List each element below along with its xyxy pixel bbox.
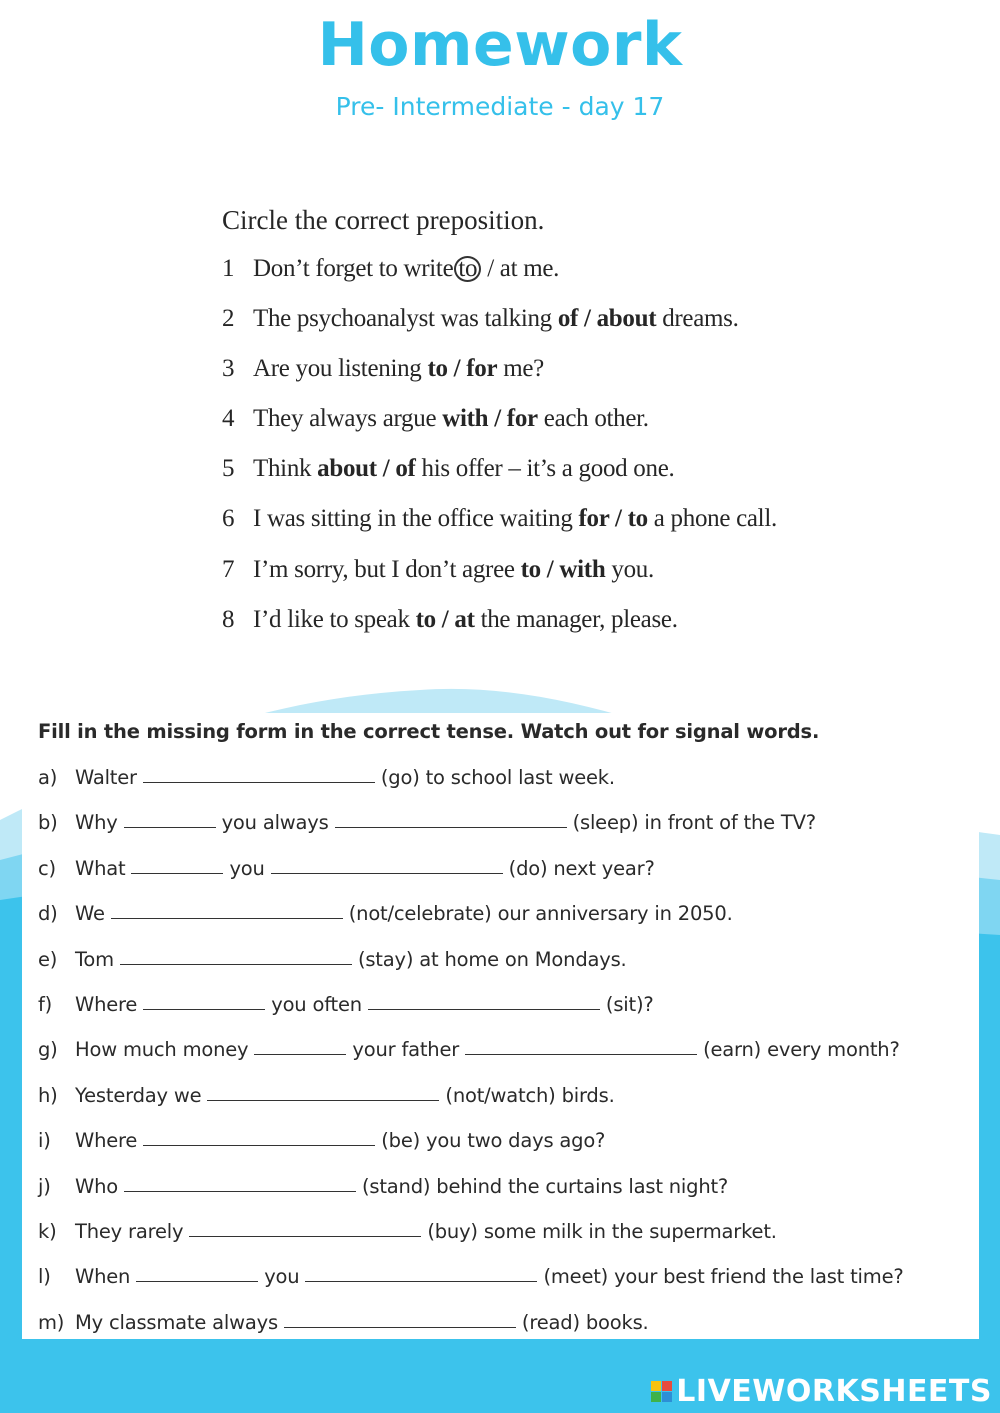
item-number: 4 xyxy=(222,405,235,433)
answer-option[interactable]: for xyxy=(506,405,538,433)
item-letter: c) xyxy=(38,856,56,880)
exercise2-item: c) What you (do) next year? xyxy=(38,856,655,880)
exercise2-item: m) My classmate always (read) books. xyxy=(38,1310,649,1334)
answer-option[interactable]: to xyxy=(520,555,541,583)
item-text: Are you listening to / for me? xyxy=(253,355,544,383)
answer-option[interactable]: to xyxy=(415,605,436,633)
answer-option[interactable]: at xyxy=(499,255,518,282)
exercise-prepositions xyxy=(222,205,777,656)
answer-option[interactable]: at xyxy=(454,605,475,633)
answer-option-selected[interactable]: to xyxy=(454,256,481,282)
brand-name: LIVEWORKSHEETS xyxy=(676,1374,992,1409)
answer-option[interactable]: with xyxy=(442,405,489,433)
item-letter: l) xyxy=(38,1265,51,1289)
item-number: 6 xyxy=(222,505,235,533)
item-letter: e) xyxy=(38,947,58,971)
answer-blank[interactable] xyxy=(254,1038,346,1055)
answer-option[interactable]: of xyxy=(395,455,416,483)
answer-blank[interactable] xyxy=(271,857,503,874)
item-text: Don’t forget to write to / at me. xyxy=(253,255,560,282)
answer-blank[interactable] xyxy=(120,948,352,965)
answer-blank[interactable] xyxy=(189,1220,421,1237)
answer-option[interactable]: for xyxy=(466,355,498,383)
item-letter: f) xyxy=(38,992,53,1016)
item-number: 5 xyxy=(222,455,235,483)
item-letter: b) xyxy=(38,811,58,835)
exercise1-instruction: Circle the correct preposition. xyxy=(222,205,545,235)
exercise2-item: i) Where (be) you two days ago? xyxy=(38,1129,606,1153)
item-letter: h) xyxy=(38,1083,58,1107)
item-text: The psychoanalyst was talking of / about dreams. xyxy=(253,305,739,333)
answer-blank[interactable] xyxy=(465,1038,697,1055)
answer-blank[interactable] xyxy=(143,1129,375,1146)
exercise1-item xyxy=(222,305,777,355)
liveworksheets-logo[interactable] xyxy=(651,1374,992,1409)
exercise2-item: b) Why you always (sleep) in front of the TV? xyxy=(38,811,816,835)
item-letter: k) xyxy=(38,1219,57,1243)
item-letter: d) xyxy=(38,902,58,926)
item-text: I’d like to speak to / at the manager, please. xyxy=(253,605,678,633)
exercise1-item xyxy=(222,556,777,606)
answer-blank[interactable] xyxy=(143,993,265,1010)
item-text: I was sitting in the office waiting for / to a phone call. xyxy=(253,505,777,533)
exercise2-item: a) Walter (go) to school last week. xyxy=(38,766,615,789)
item-text: They always argue with / for each other. xyxy=(253,405,649,433)
answer-option[interactable]: to xyxy=(427,355,448,383)
answer-option[interactable]: about xyxy=(317,455,377,483)
exercise2-item: g) How much money your father (earn) every month? xyxy=(38,1038,900,1062)
exercise-tenses xyxy=(38,720,904,1356)
answer-blank[interactable] xyxy=(207,1084,439,1101)
answer-blank[interactable] xyxy=(143,766,375,783)
item-letter: a) xyxy=(38,766,58,789)
answer-option[interactable]: with xyxy=(559,555,606,583)
answer-blank[interactable] xyxy=(111,902,343,919)
answer-option[interactable]: to xyxy=(627,505,648,533)
exercise2-item: k) They rarely (buy) some milk in the supermarket. xyxy=(38,1219,777,1243)
answer-blank[interactable] xyxy=(305,1265,537,1282)
answer-blank[interactable] xyxy=(136,1265,258,1282)
item-number: 2 xyxy=(222,305,235,333)
exercise2-item: l) When you (meet) your best friend the last time? xyxy=(38,1265,904,1289)
exercise1-item xyxy=(222,505,777,555)
exercise2-item: d) We (not/celebrate) our anniversary in 2050. xyxy=(38,902,733,926)
item-number: 3 xyxy=(222,355,235,383)
exercise1-item xyxy=(222,455,777,505)
answer-option[interactable]: of xyxy=(557,305,579,333)
exercise2-item: f) Where you often (sit)? xyxy=(38,992,654,1016)
item-letter: g) xyxy=(38,1038,58,1062)
exercise1-item xyxy=(222,355,777,405)
item-text: Think about / of his offer – it’s a good one. xyxy=(253,455,675,483)
item-text: I’m sorry, but I don’t agree to / with you. xyxy=(253,555,654,583)
answer-option[interactable]: for xyxy=(578,505,610,533)
item-number: 8 xyxy=(222,605,235,633)
exercise2-item: h) Yesterday we (not/watch) birds. xyxy=(38,1083,615,1107)
item-letter: m) xyxy=(38,1310,65,1334)
answer-blank[interactable] xyxy=(284,1311,516,1328)
exercise1-item xyxy=(222,255,777,305)
exercise2-item: e) Tom (stay) at home on Mondays. xyxy=(38,947,627,971)
answer-option[interactable]: about xyxy=(596,305,657,333)
answer-blank[interactable] xyxy=(131,857,223,874)
answer-blank[interactable] xyxy=(335,811,567,828)
page-title: Homework xyxy=(317,10,683,80)
liveworksheets-icon xyxy=(651,1381,672,1402)
item-number: 1 xyxy=(222,255,235,282)
exercise1-item xyxy=(222,606,777,656)
item-number: 7 xyxy=(222,555,235,583)
answer-blank[interactable] xyxy=(368,993,600,1010)
exercise2-instruction: Fill in the missing form in the correct tense. Watch out for signal words. xyxy=(38,720,820,743)
page-subtitle: Pre- Intermediate - day 17 xyxy=(335,92,665,121)
exercise2-item: j) Who (stand) behind the curtains last night? xyxy=(38,1174,729,1198)
item-letter: j) xyxy=(38,1174,51,1198)
answer-blank[interactable] xyxy=(124,811,216,828)
answer-blank[interactable] xyxy=(124,1175,356,1192)
item-letter: i) xyxy=(38,1129,51,1153)
exercise1-item xyxy=(222,405,777,455)
